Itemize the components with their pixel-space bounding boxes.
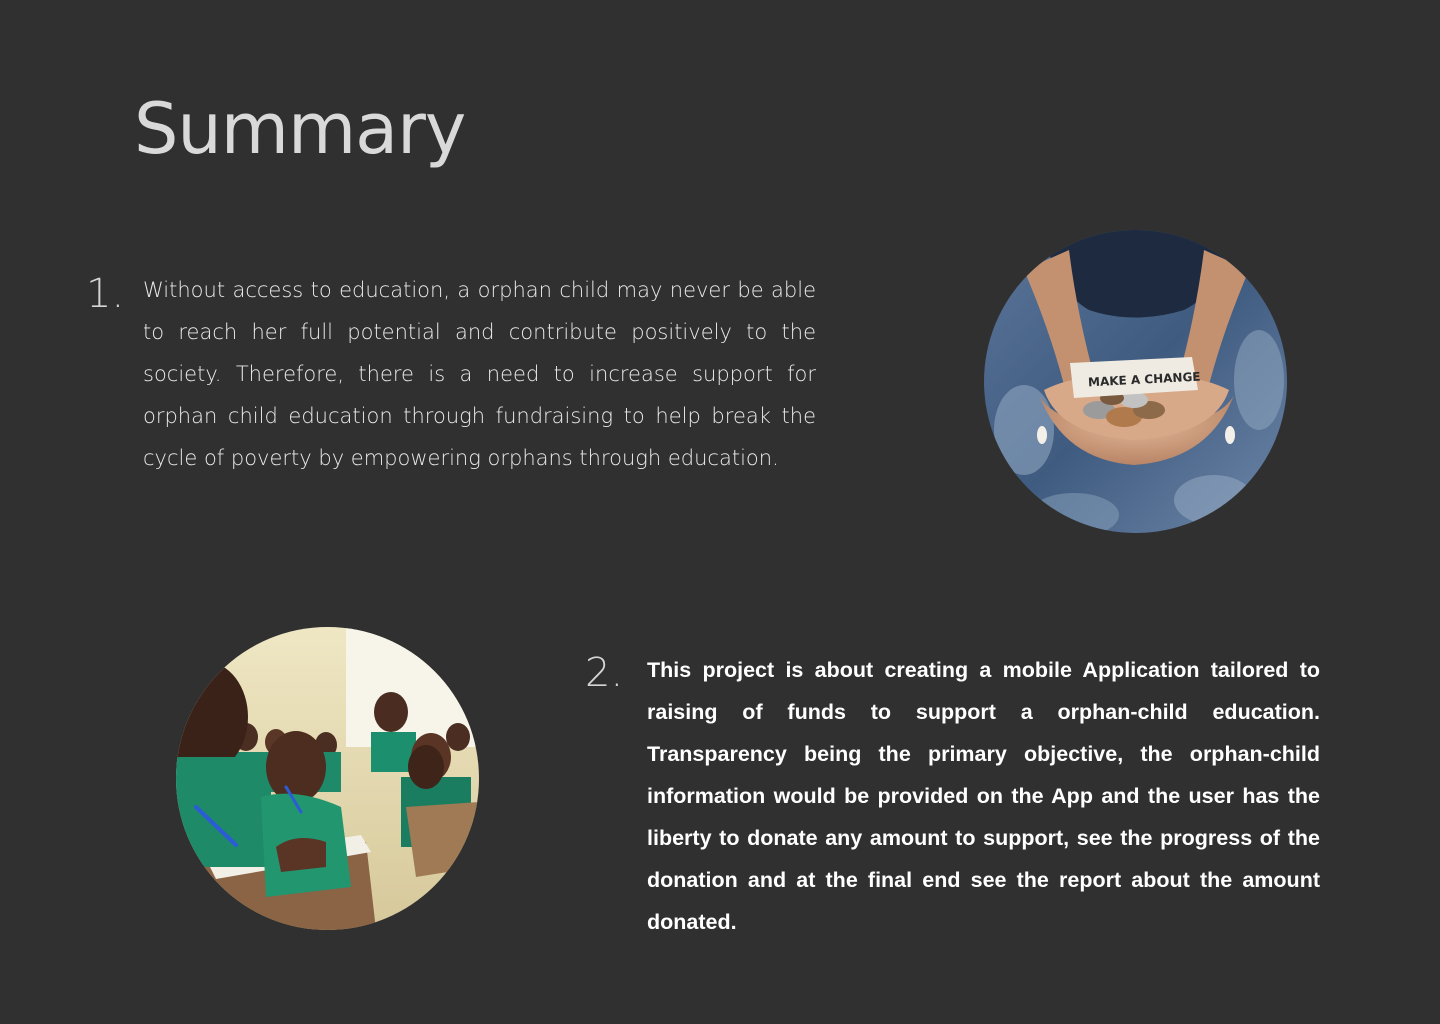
page-title: Summary [134, 88, 466, 170]
classroom-photo [176, 627, 479, 930]
item-number-1: 1. [86, 271, 125, 317]
item-text-1: Without access to education, a orphan child may never be able to reach her full potential and contribute positively to the society. Therefore, there is a need to increase support for orphan child education through fundraising to help break the cycle of poverty by empowering orphans through education. [143, 278, 816, 470]
item-number-2: 2. [585, 650, 624, 696]
hands-coins-photo [984, 230, 1287, 533]
note-text: MAKE A CHANGE [1087, 369, 1201, 390]
item-text-2: This project is about creating a mobile Application tailored to raising of funds to support a orphan-child education. Transparency being the primary objective, the orphan-child information would be provided on the App and the user has the liberty to donate any amount to support, see the progress of the donation and at the final end see the report about the amount donated. [647, 658, 1320, 934]
